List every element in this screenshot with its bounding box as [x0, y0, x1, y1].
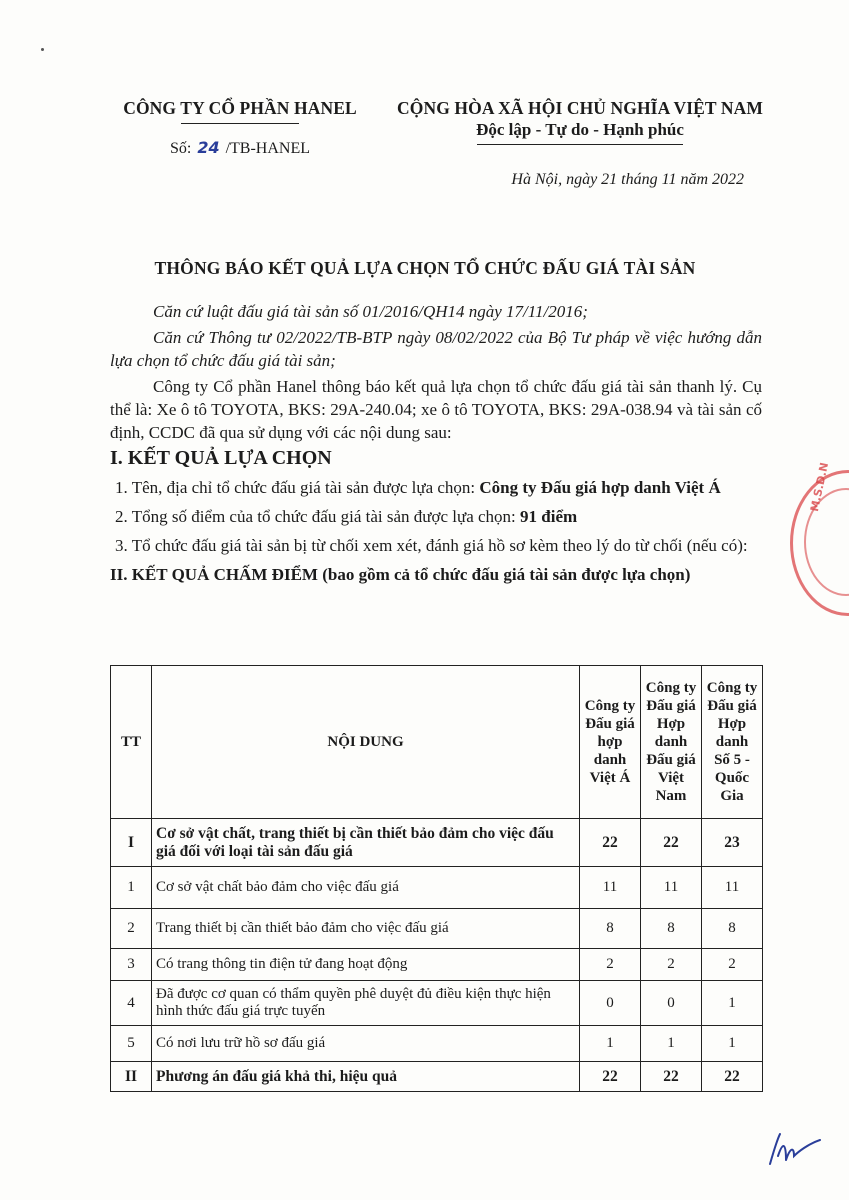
date-line: Hà Nội, ngày 21 tháng 11 năm 2022: [511, 171, 744, 188]
section-heading-1: I. KẾT QUẢ LỰA CHỌN: [110, 447, 332, 469]
nation-name: CỘNG HÒA XÃ HỘI CHỦ NGHĨA VIỆT NAM: [397, 98, 763, 118]
cell-org-2-score: 11: [641, 867, 702, 909]
item-1-value: Công ty Đấu giá hợp danh Việt Á: [479, 478, 721, 497]
cell-org-2-score: 8: [641, 909, 702, 949]
cell-org-3-score: 1: [702, 1026, 763, 1062]
cell-tt: II: [111, 1062, 152, 1092]
national-motto: Độc lập - Tự do - Hạnh phúc: [476, 120, 684, 139]
table-row: [111, 819, 763, 867]
table-row: [111, 867, 763, 909]
table-body: [111, 819, 763, 1092]
cell-org-2-score: 22: [641, 1062, 702, 1092]
cell-org-1-score: 1: [580, 1026, 641, 1062]
table-row: [111, 909, 763, 949]
cell-org-3-score: 22: [702, 1062, 763, 1092]
cell-org-1-score: 8: [580, 909, 641, 949]
seal-text: M.S.D.N: [808, 461, 832, 513]
intro-paragraph: Công ty Cổ phần Hanel thông báo kết quả lựa chọn tổ chức đấu giá tài sản thanh lý. Cụ thể là: Xe ô tô TOYOTA, BKS: 29A-240.04; xe ô tô TOYOTA, BKS: 29A-038.94 và tài sản cố định, CCDC đã qua sử dụng với các nội dung sau:: [110, 377, 762, 442]
score-table: [110, 665, 763, 1092]
table-row: [111, 949, 763, 981]
legal-basis-1: Căn cứ luật đấu giá tài sản số 01/2016/QH14 ngày 17/11/2016;: [153, 302, 588, 321]
result-item-3: 3. Tổ chức đấu giá tài sản bị từ chối xem xét, đánh giá hồ sơ kèm theo lý do từ chối (nếu có):: [115, 536, 748, 555]
result-item-2: [110, 505, 762, 528]
cell-org-2-score: 22: [641, 819, 702, 867]
cell-org-1-score: 22: [580, 819, 641, 867]
result-item-1: [110, 476, 762, 499]
issuer-block: [110, 98, 370, 158]
cell-org-1-score: 0: [580, 981, 641, 1026]
header-org-2: Công ty Đấu giá Hợp danh Đấu giá Việt Nam: [641, 666, 702, 819]
item-2-text: 2. Tổng số điểm của tổ chức đấu giá tài sản được lựa chọn:: [115, 507, 521, 526]
document-body: [110, 300, 762, 586]
cell-org-1-score: 22: [580, 1062, 641, 1092]
document-title: THÔNG BÁO KẾT QUẢ LỰA CHỌN TỔ CHỨC ĐẤU GIÁ TÀI SẢN: [154, 258, 696, 278]
cell-org-3-score: 1: [702, 981, 763, 1026]
document-number: [110, 138, 370, 158]
scan-speck: [41, 48, 44, 51]
doc-no-prefix: Số:: [169, 140, 192, 157]
table-header-row: [111, 666, 763, 819]
doc-no-suffix: /TB-HANEL: [225, 140, 311, 157]
cell-tt: 3: [111, 949, 152, 981]
cell-org-3-score: 2: [702, 949, 763, 981]
cell-content: Có nơi lưu trữ hồ sơ đấu giá: [152, 1026, 580, 1062]
cell-org-1-score: 11: [580, 867, 641, 909]
section-heading-2: II. KẾT QUẢ CHẤM ĐIỂM (bao gồm cả tổ chức đấu giá tài sản được lựa chọn): [110, 565, 691, 584]
signature-initials: [764, 1130, 824, 1170]
company-underline: [181, 123, 299, 124]
company-name: CÔNG TY CỔ PHẦN HANEL: [123, 98, 357, 118]
national-header: [380, 98, 780, 145]
header-org-1: Công ty Đấu giá hợp danh Việt Á: [580, 666, 641, 819]
header-org-3: Công ty Đấu giá Hợp danh Số 5 - Quốc Gia: [702, 666, 763, 819]
legal-basis-2: Căn cứ Thông tư 02/2022/TB-BTP ngày 08/02/2022 của Bộ Tư pháp về việc hướng dẫn lựa chọn tổ chức đấu giá tài sản;: [110, 328, 762, 370]
table-row: [111, 1026, 763, 1062]
cell-content: Trang thiết bị cần thiết bảo đảm cho việc đấu giá: [152, 909, 580, 949]
cell-tt: 4: [111, 981, 152, 1026]
cell-org-2-score: 1: [641, 1026, 702, 1062]
cell-org-1-score: 2: [580, 949, 641, 981]
cell-tt: 2: [111, 909, 152, 949]
cell-org-2-score: 0: [641, 981, 702, 1026]
cell-tt: 5: [111, 1026, 152, 1062]
header-tt: TT: [111, 666, 152, 819]
doc-no-handwritten: 24: [197, 138, 220, 157]
cell-content: Đã được cơ quan có thẩm quyền phê duyệt đủ điều kiện thực hiện hình thức đấu giá trực tuyến: [152, 981, 580, 1026]
item-1-text: 1. Tên, địa chỉ tổ chức đấu giá tài sản được lựa chọn:: [115, 478, 480, 497]
item-2-value: 91 điểm: [520, 507, 578, 526]
cell-org-3-score: 11: [702, 867, 763, 909]
table-row: [111, 1062, 763, 1092]
cell-org-3-score: 8: [702, 909, 763, 949]
cell-org-3-score: 23: [702, 819, 763, 867]
cell-content: Cơ sở vật chất, trang thiết bị cần thiết bảo đảm cho việc đấu giá đối với loại tài sản đấu giá: [152, 819, 580, 867]
motto-underline: [477, 144, 683, 145]
cell-content: Có trang thông tin điện tử đang hoạt động: [152, 949, 580, 981]
table-row: [111, 981, 763, 1026]
cell-org-2-score: 2: [641, 949, 702, 981]
cell-tt: I: [111, 819, 152, 867]
cell-content: Cơ sở vật chất bảo đảm cho việc đấu giá: [152, 867, 580, 909]
cell-tt: 1: [111, 867, 152, 909]
cell-content: Phương án đấu giá khả thi, hiệu quả: [152, 1062, 580, 1092]
header-content: NỘI DUNG: [152, 666, 580, 819]
